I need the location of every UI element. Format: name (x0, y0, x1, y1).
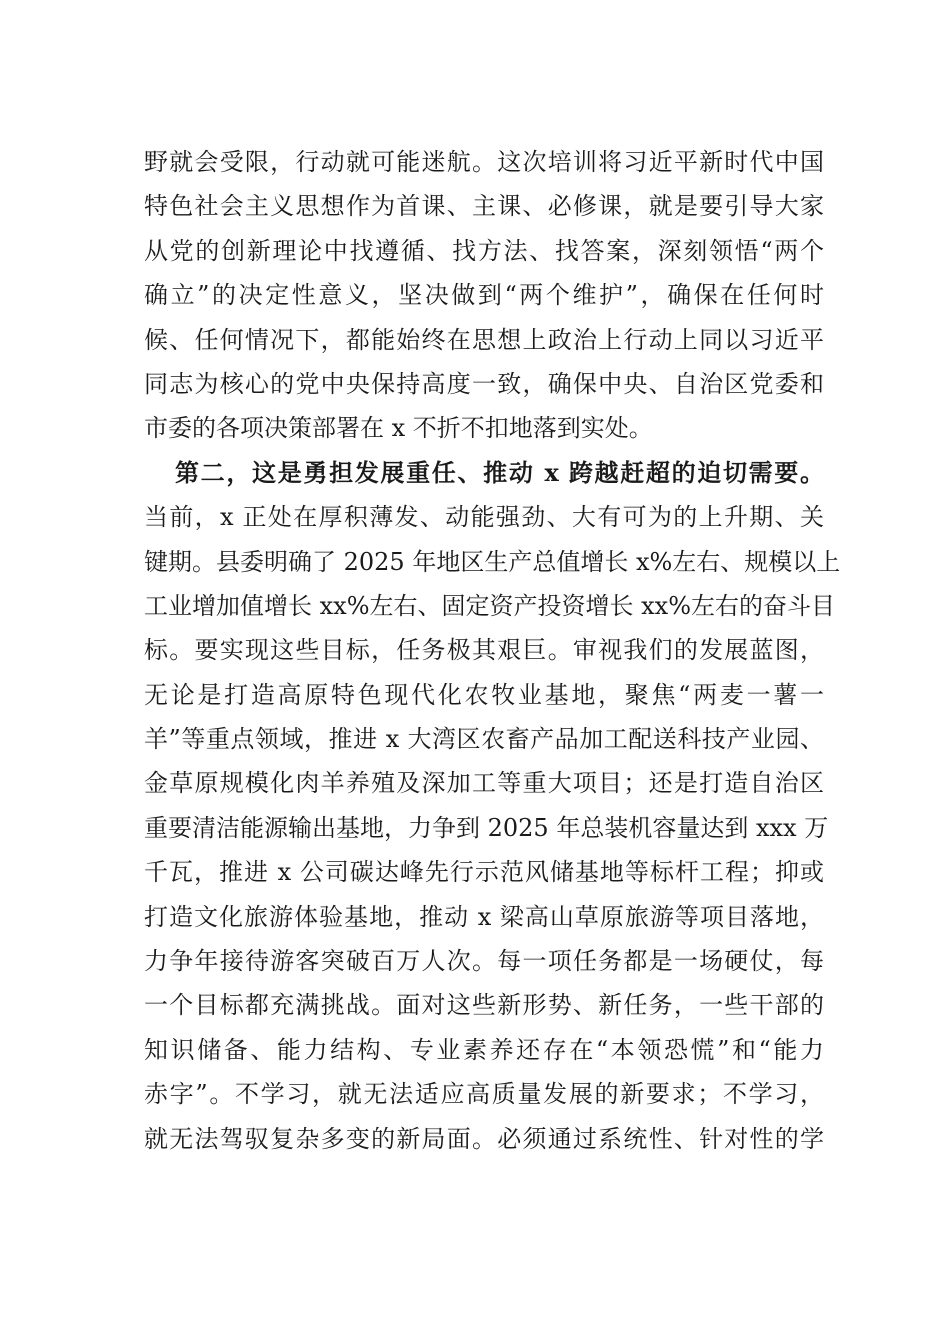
paragraph-line: 力争年接待游客突破百万人次。每一项任务都是一场硬仗，每 (144, 947, 824, 976)
paragraph-line: 候、任何情况下，都能始终在思想上政治上行动上同以习近平 (144, 325, 824, 354)
paragraph-line: 市委的各项决策部署在 x 不折不扣地落到实处。 (144, 414, 653, 443)
paragraph-line: 确立”的决定性意义，坚决做到“两个维护”，确保在任何时 (144, 281, 824, 310)
paragraph-line: 工业增加值增长 xx%左右、固定资产投资增长 xx%左右的奋斗目 (144, 591, 836, 620)
section-heading: 第二，这是勇担发展重任、推动 x 跨越赶超的迫切需要。 (175, 457, 824, 487)
paragraph-line: 标。要实现这些目标，任务极其艰巨。审视我们的发展蓝图， (144, 636, 824, 665)
paragraph-line: 当前，x 正处在厚积薄发、动能强劲、大有可为的上升期、关 (144, 503, 824, 532)
paragraph-1 (144, 140, 824, 451)
paragraph-line: 打造文化旅游体验基地，推动 x 梁高山草原旅游等项目落地， (144, 902, 824, 931)
paragraph-line: 羊”等重点领域，推进 x 大湾区农畜产品加工配送科技产业园、 (144, 725, 824, 754)
paragraph-line: 一个目标都充满挑战。面对这些新形势、新任务，一些干部的 (144, 991, 824, 1020)
paragraph-line: 野就会受限，行动就可能迷航。这次培训将习近平新时代中国 (144, 148, 824, 176)
paragraph-line: 金草原规模化肉羊养殖及深加工等重大项目；还是打造自治区 (144, 769, 824, 798)
paragraph-2 (144, 451, 841, 1161)
paragraph-line: 赤字”。不学习，就无法适应高质量发展的新要求；不学习， (144, 1080, 824, 1109)
paragraph-line: 键期。县委明确了 2025 年地区生产总值增长 x%左右、规模以上 (144, 547, 841, 576)
paragraph-line: 知识储备、能力结构、专业素养还存在“本领恐慌”和“能力 (144, 1035, 824, 1064)
paragraph-line: 重要清洁能源输出基地，力争到 2025 年总装机容量达到 xxx 万 (144, 813, 829, 842)
paragraph-line: 特色社会主义思想作为首课、主课、必修课，就是要引导大家 (144, 192, 824, 221)
paragraph-line: 无论是打造高原特色现代化农牧业基地，聚焦“两麦一薯一 (144, 680, 824, 709)
paragraph-line: 千瓦，推进 x 公司碳达峰先行示范风储基地等标杆工程；抑或 (144, 858, 824, 887)
paragraph-line: 同志为核心的党中央保持高度一致，确保中央、自治区党委和 (144, 369, 824, 398)
paragraph-line: 就无法驾驭复杂多变的新局面。必须通过系统性、针对性的学 (144, 1124, 824, 1153)
paragraph-line: 从党的创新理论中找遵循、找方法、找答案，深刻领悟“两个 (144, 236, 824, 265)
document-body (144, 140, 841, 1161)
